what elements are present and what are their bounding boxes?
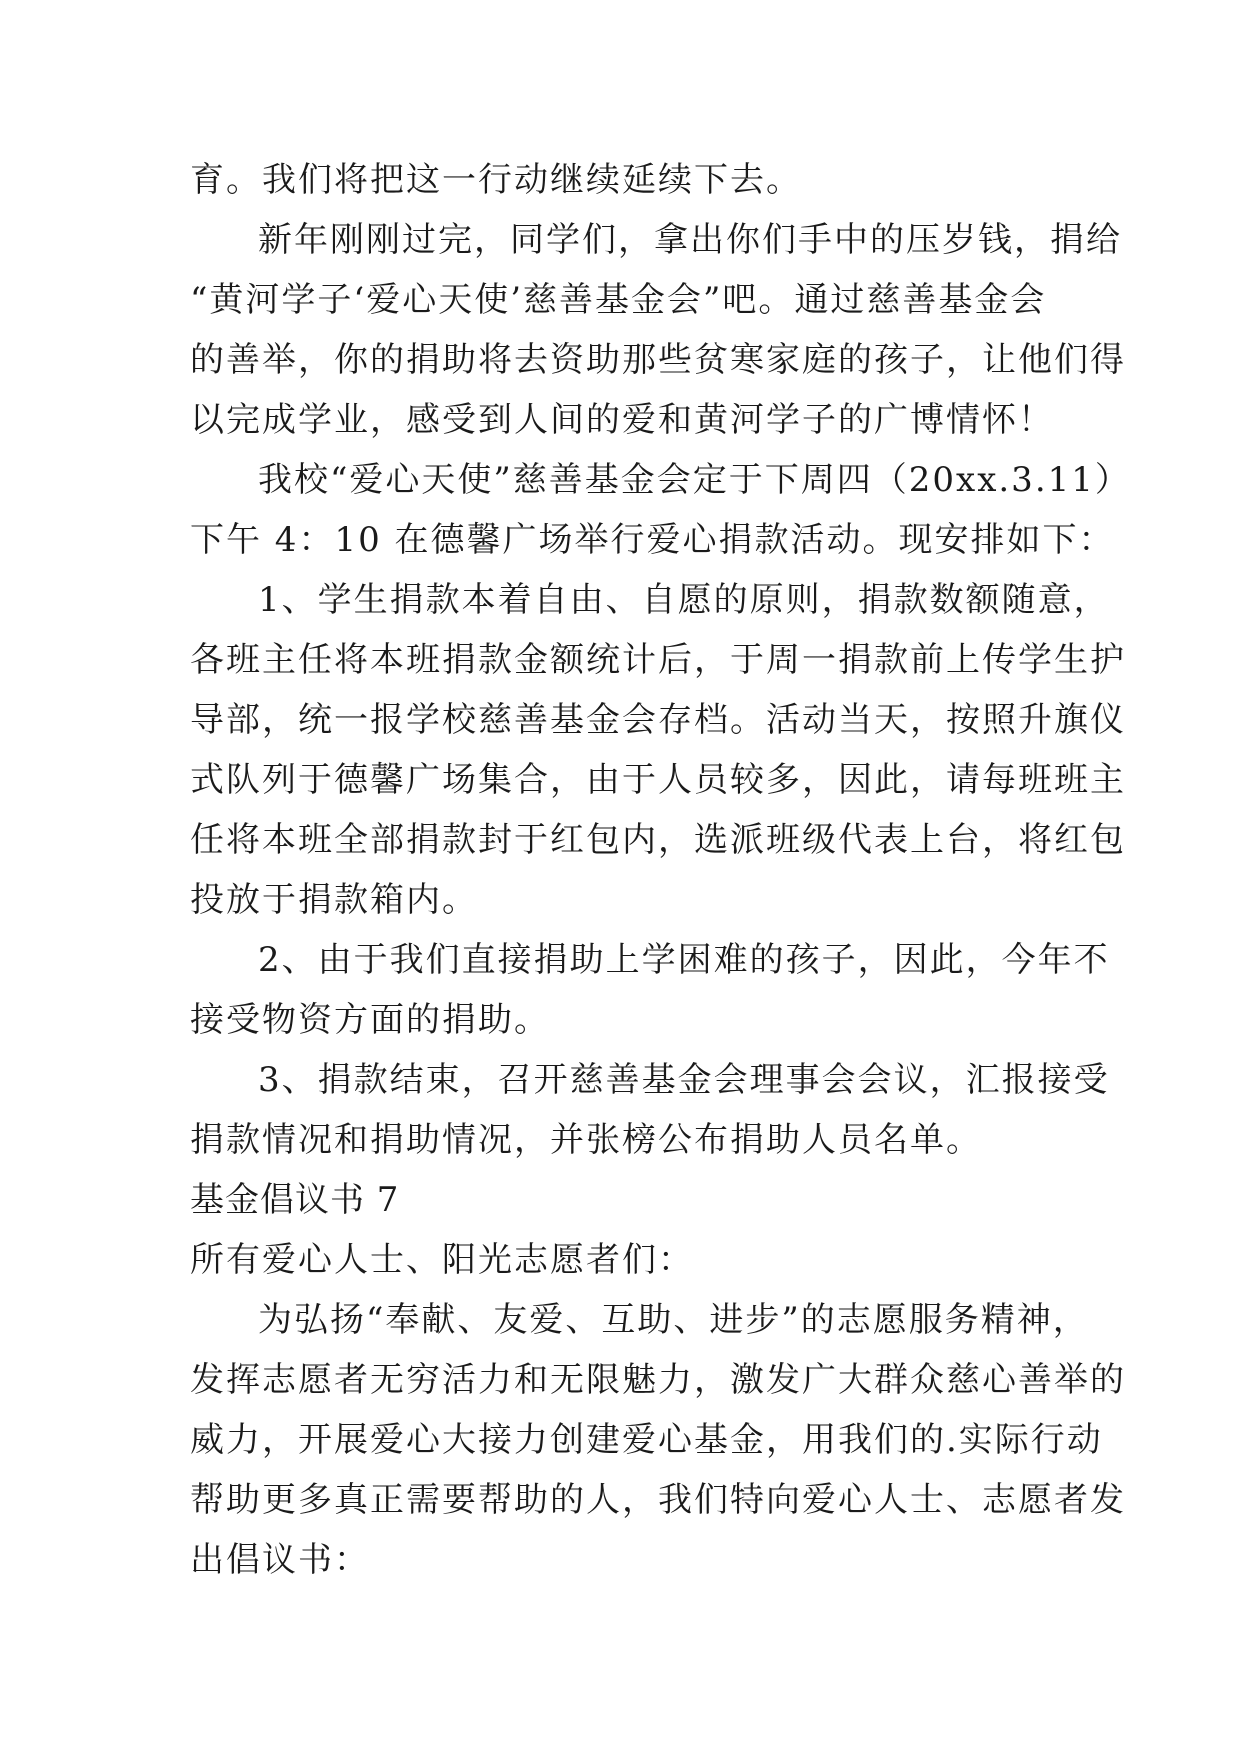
salutation: 所有爱心人士、阳光志愿者们： [190, 1240, 694, 1280]
text-line: 2、由于我们直接捐助上学困难的孩子，因此，今年不 [258, 940, 1110, 980]
text-line: 以完成学业，感受到人间的爱和黄河学子的广博情怀！ [190, 400, 1054, 440]
document-page [190, 150, 1131, 1590]
text-line: 的善举，你的捐助将去资助那些贫寒家庭的孩子，让他们得 [190, 340, 1126, 380]
text-line: 接受物资方面的捐助。 [190, 1000, 550, 1040]
text-line: “黄河学子‘爱心天使’慈善基金会”吧。通过慈善基金会 [190, 280, 1047, 320]
text-line: 发挥志愿者无穷活力和无限魅力，激发广大群众慈心善举的 [190, 1360, 1126, 1400]
text-line: 我校“爱心天使”慈善基金会定于下周四（20xx.3.11） [258, 460, 1131, 500]
text-line: 育。我们将把这一行动继续延续下去。 [190, 160, 802, 200]
text-line: 威力，开展爱心大接力创建爱心基金，用我们的.实际行动 [190, 1420, 1103, 1460]
text-line: 出倡议书： [190, 1540, 370, 1580]
text-line: 式队列于德馨广场集合，由于人员较多，因此，请每班班主 [190, 760, 1126, 800]
text-line: 导部，统一报学校慈善基金会存档。活动当天，按照升旗仪 [190, 700, 1126, 740]
text-line: 1、学生捐款本着自由、自愿的原则，捐款数额随意， [258, 580, 1110, 620]
text-line: 任将本班全部捐款封于红包内，选派班级代表上台，将红包 [190, 820, 1126, 860]
section-heading: 基金倡议书 7 [190, 1180, 400, 1220]
text-line: 3、捐款结束，召开慈善基金会理事会会议，汇报接受 [258, 1060, 1110, 1100]
text-line: 帮助更多真正需要帮助的人，我们特向爱心人士、志愿者发 [190, 1480, 1126, 1520]
text-line: 下午 4：10 在德馨广场举行爱心捐款活动。现安排如下： [190, 520, 1115, 560]
text-line: 各班主任将本班捐款金额统计后，于周一捐款前上传学生护 [190, 640, 1126, 680]
text-line: 为弘扬“奉献、友爱、互助、进步”的志愿服务精神， [258, 1300, 1089, 1340]
text-line: 投放于捐款箱内。 [190, 880, 478, 920]
text-line: 新年刚刚过完，同学们，拿出你们手中的压岁钱，捐给 [258, 220, 1122, 260]
text-line: 捐款情况和捐助情况，并张榜公布捐助人员名单。 [190, 1120, 982, 1160]
